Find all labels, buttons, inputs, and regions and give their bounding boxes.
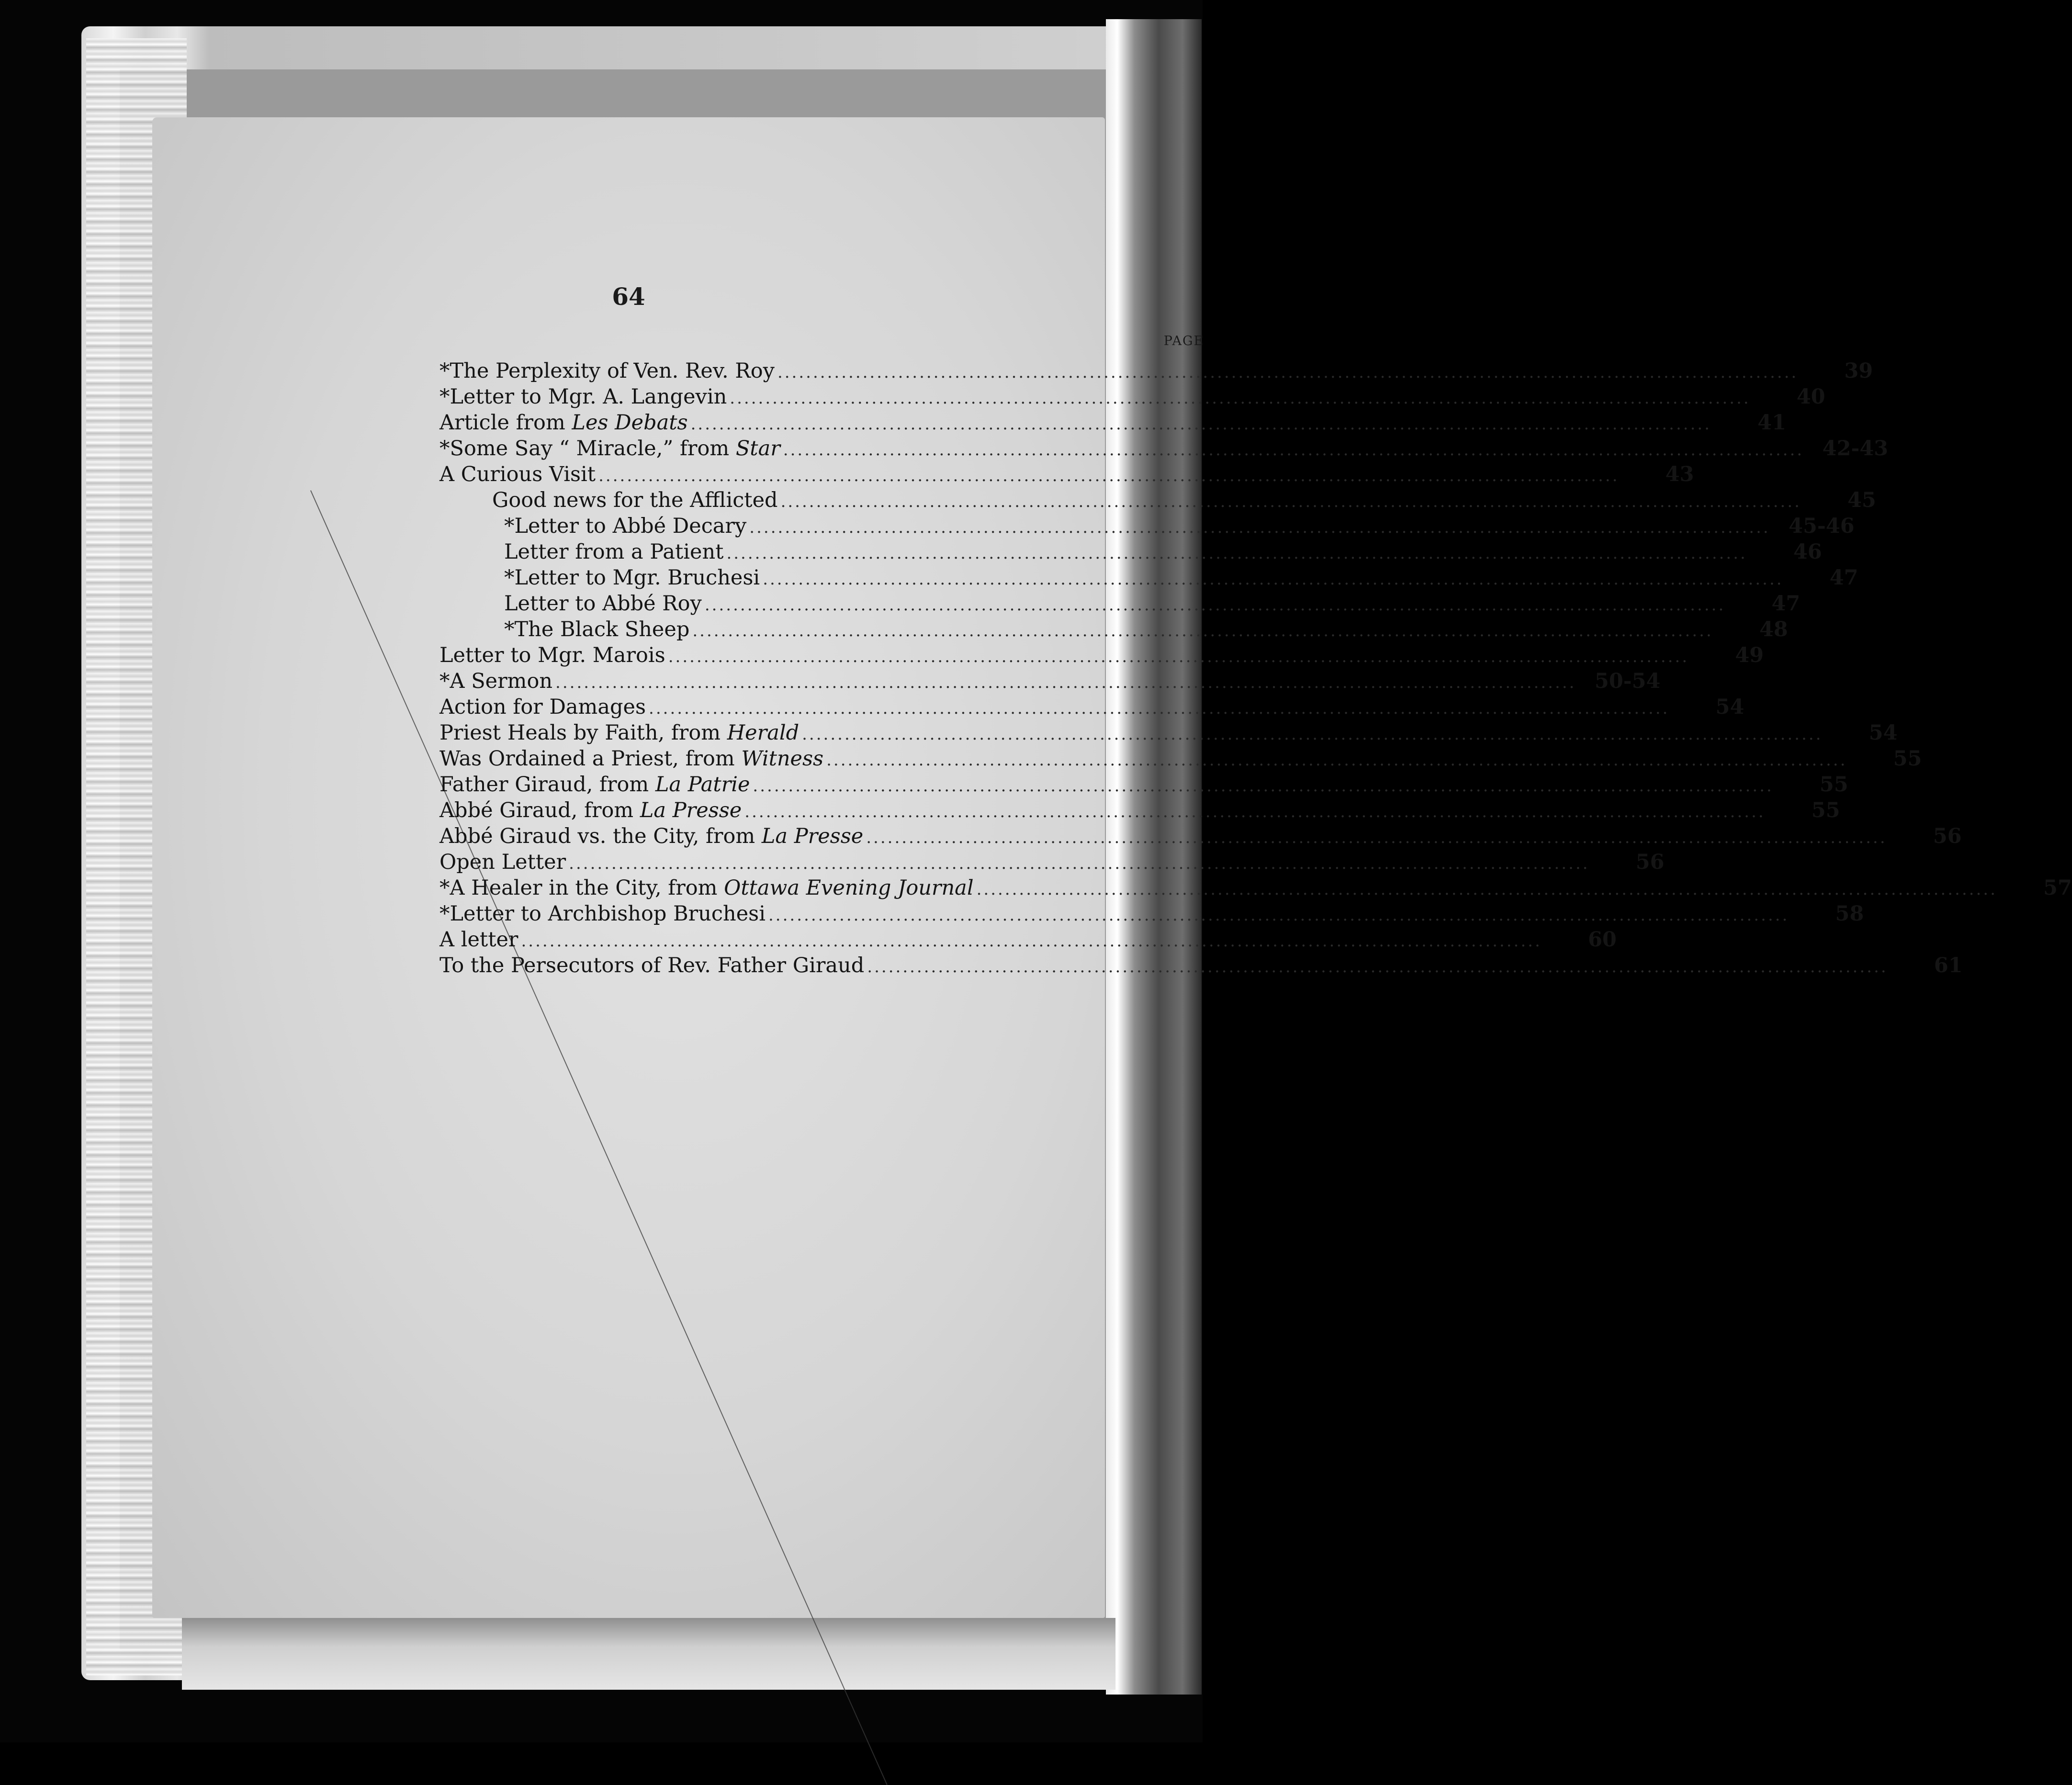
- toc-dot-leader: [521, 932, 1542, 951]
- toc-entry: [439, 540, 1822, 566]
- toc-entry-page: 50-54: [1594, 669, 1661, 693]
- toc-dot-leader: [802, 725, 1823, 744]
- toc-entry-title: [439, 876, 974, 900]
- toc-entry-title: [439, 437, 780, 460]
- toc-entry: [439, 669, 1661, 695]
- toc-entry-title-text: *A Healer in the City, from: [439, 876, 724, 900]
- toc-entry: [439, 902, 1864, 928]
- toc-entry: [439, 462, 1694, 488]
- toc-entry-title-text: Abbé Giraud, from: [439, 798, 640, 822]
- toc-entry-title-text: Letter from a Patient: [504, 540, 724, 564]
- toc-entry-title: [439, 721, 799, 745]
- toc-entry: [439, 488, 1876, 514]
- toc-entry-source: Herald: [727, 721, 800, 745]
- toc-entry: [439, 566, 1858, 592]
- toc-entry-page: 41: [1757, 411, 1786, 435]
- toc-entry-title-text: Letter to Abbé Roy: [504, 592, 702, 616]
- toc-dot-leader: [763, 570, 1783, 589]
- toc-entry-source: La Patrie: [655, 773, 750, 797]
- toc-entry-title: [439, 669, 552, 693]
- toc-dot-leader: [649, 699, 1669, 718]
- toc-entry-title: [504, 592, 702, 616]
- toc-entry: [439, 876, 2072, 902]
- toc-entry-page: 56: [1933, 824, 1962, 848]
- toc-dot-leader: [867, 957, 1888, 977]
- toc-entry-page: 45-46: [1789, 514, 1855, 538]
- toc-dot-leader: [691, 415, 1712, 434]
- toc-entry-title-text: Priest Heals by Faith, from: [439, 721, 727, 745]
- toc-entry-title-text: A letter: [439, 928, 518, 952]
- toc-entry-title-text: Father Giraud, from: [439, 773, 655, 797]
- toc-entry-title-text: *A Sermon: [439, 669, 553, 693]
- toc-entry: [439, 514, 1855, 540]
- toc-entry-source: La Presse: [761, 824, 864, 848]
- page-column-heading: PAGE: [1163, 334, 1205, 348]
- toc-entry-page: 56: [1635, 850, 1665, 874]
- toc-entry-page: 40: [1796, 385, 1825, 409]
- toc-entry-title: [439, 695, 646, 719]
- toc-entry: [439, 747, 1922, 773]
- toc-entry-title: [439, 747, 823, 771]
- toc-entry-source: Les Debats: [572, 411, 688, 435]
- toc-dot-leader: [555, 673, 1576, 692]
- toc-entry-page: 39: [1844, 359, 1873, 383]
- toc-entry-title: [439, 902, 766, 926]
- toc-dot-leader: [783, 440, 1804, 460]
- toc-entry: [439, 592, 1801, 617]
- toc-entry-title-text: *Some Say “ Miracle,” from: [439, 437, 736, 460]
- toc-entry-title: [504, 514, 746, 538]
- toc-entry: [439, 695, 1745, 721]
- toc-entry-title: [439, 928, 518, 952]
- toc-entry-title-text: *The Perplexity of Ven. Rev. Roy: [439, 359, 775, 383]
- toc-dot-leader: [777, 363, 1798, 382]
- toc-entry-title: [439, 411, 688, 435]
- toc-entry-title-text: *Letter to Archbishop Bruchesi: [439, 902, 766, 926]
- toc-dot-leader: [692, 621, 1713, 640]
- toc-entry-page: 55: [1819, 773, 1848, 797]
- toc-entry: [439, 773, 1848, 798]
- toc-entry: [439, 437, 1889, 462]
- toc-entry-page: 43: [1665, 462, 1694, 486]
- document-page: [152, 117, 2072, 1618]
- toc-entry-page: 54: [1715, 695, 1745, 719]
- toc-entry-page: 47: [1829, 566, 1858, 590]
- toc-entry: [439, 721, 1898, 747]
- toc-dot-leader: [730, 389, 1750, 408]
- toc-entry-title-text: Letter to Mgr. Marois: [439, 643, 665, 667]
- toc-entry-page: 46: [1793, 540, 1822, 564]
- toc-entry: [439, 850, 1665, 876]
- toc-entry-title-text: Action for Damages: [439, 695, 646, 719]
- toc-entry: [439, 359, 1873, 385]
- toc-entry-title-text: To the Persecutors of Rev. Father Giraud: [439, 954, 865, 977]
- toc-entry-title: [439, 385, 727, 409]
- toc-entry-title-text: *Letter to Abbé Decary: [504, 514, 747, 538]
- toc-entry-page: 60: [1588, 928, 1617, 952]
- toc-entry-page: 49: [1735, 643, 1764, 667]
- toc-dot-leader: [726, 544, 1747, 563]
- toc-entry-title: [439, 824, 863, 848]
- toc-entry-page: 47: [1771, 592, 1801, 616]
- toc-entry-title-text: *The Black Sheep: [504, 617, 690, 641]
- toc-dot-leader: [826, 751, 1847, 770]
- toc-entry-title-text: *Letter to Mgr. Bruchesi: [504, 566, 760, 590]
- table-of-contents: [439, 359, 2072, 979]
- toc-dot-leader: [705, 595, 1725, 615]
- toc-entry-title-text: A Curious Visit: [439, 462, 596, 486]
- toc-entry-title: [492, 488, 778, 512]
- toc-dot-leader: [781, 492, 1802, 511]
- toc-entry-title-text: Open Letter: [439, 850, 566, 874]
- toc-dot-leader: [768, 906, 1789, 925]
- toc-dot-leader: [866, 828, 1887, 847]
- toc-entry: [439, 824, 1962, 850]
- toc-entry-page: 42-43: [1822, 437, 1889, 460]
- toc-entry-title: [439, 798, 742, 822]
- toc-entry-page: 45: [1847, 488, 1876, 512]
- toc-entry-source: Ottawa Evening Journal: [724, 876, 974, 900]
- toc-entry-title: [504, 566, 760, 590]
- toc-entry: [439, 617, 1788, 643]
- toc-entry-source: Witness: [741, 747, 824, 771]
- toc-entry: [439, 798, 1840, 824]
- toc-entry-title: [439, 850, 566, 874]
- toc-entry-title-text: Good news for the Afflicted: [492, 488, 778, 512]
- toc-dot-leader: [569, 854, 1589, 873]
- toc-dot-leader: [753, 776, 1773, 796]
- bottom-page-edge: [182, 1618, 1115, 1690]
- toc-entry-page: 55: [1893, 747, 1922, 771]
- toc-dot-leader: [977, 880, 1997, 899]
- toc-entry-title: [439, 462, 596, 486]
- toc-entry-page: 57: [2043, 876, 2072, 900]
- toc-entry-page: 54: [1869, 721, 1898, 745]
- toc-dot-leader: [744, 802, 1765, 821]
- toc-entry-title-text: Was Ordained a Priest, from: [439, 747, 742, 771]
- toc-entry: [439, 928, 1617, 954]
- toc-entry-title: [439, 773, 750, 797]
- toc-entry-source: Star: [735, 437, 780, 460]
- toc-entry-title: [439, 359, 775, 383]
- toc-dot-leader: [668, 647, 1689, 666]
- toc-entry: [439, 954, 1963, 979]
- toc-entry-title-text: *Letter to Mgr. A. Langevin: [439, 385, 727, 409]
- toc-entry-source: La Presse: [640, 798, 742, 822]
- toc-entry-page: 55: [1811, 798, 1840, 822]
- toc-entry-title: [439, 643, 665, 667]
- toc-entry-title: [504, 540, 723, 564]
- toc-entry: [439, 411, 1786, 437]
- toc-entry-page: 58: [1835, 902, 1864, 926]
- toc-entry-title: [504, 617, 689, 641]
- page-number: 64: [612, 282, 645, 311]
- toc-entry-page: 61: [1934, 954, 1963, 977]
- toc-dot-leader: [749, 518, 1770, 537]
- toc-entry-title-text: Abbé Giraud vs. the City, from: [439, 824, 762, 848]
- toc-entry-title-text: Article from: [439, 411, 572, 435]
- toc-entry-title: [439, 954, 864, 977]
- toc-entry-page: 48: [1759, 617, 1788, 641]
- toc-entry: [439, 385, 1825, 411]
- toc-entry: [439, 643, 1764, 669]
- toc-dot-leader: [598, 466, 1619, 485]
